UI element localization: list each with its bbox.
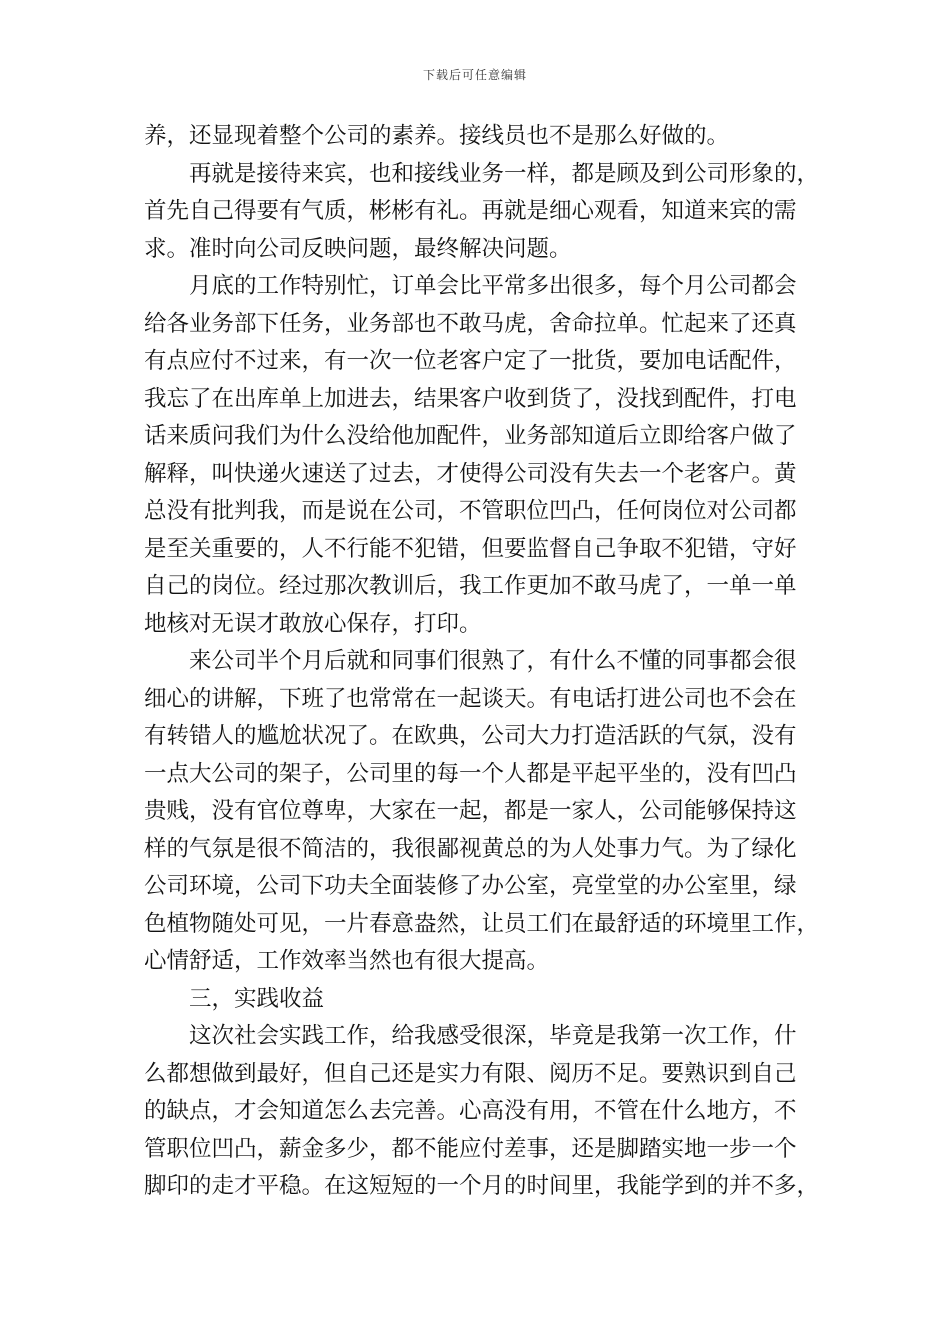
- text-line: 管职位凹凸，薪金多少，都不能应付差事，还是脚踏实地一步一个: [144, 1135, 797, 1162]
- text-line: 话来质问我们为什么没给他加配件，业务部知道后立即给客户做了: [144, 423, 797, 449]
- text-line: 么都想做到最好，但自己还是实力有限、阅历不足。要熟识到自己: [144, 1060, 797, 1087]
- text-line: 总没有批判我，而是说在公司，不管职位凹凸，任何岗位对公司都: [144, 498, 797, 524]
- text-line: 的缺点，才会知道怎么去完善。心高没有用，不管在什么地方，不: [144, 1098, 797, 1124]
- text-line: 脚印的走才平稳。在这短短的一个月的时间里，我能学到的并不多，: [144, 1173, 820, 1199]
- text-line: 求。准时向公司反映问题，最终解决问题。: [144, 235, 572, 262]
- text-line: 来公司半个月后就和同事们很熟了，有什么不懂的同事都会很: [189, 648, 797, 674]
- text-line: 一点大公司的架子，公司里的每一个人都是平起平坐的，没有凹凸: [144, 760, 797, 787]
- text-line: 地核对无误才敢放心保存，打印。: [144, 610, 482, 637]
- text-line: 是至关重要的，人不行能不犯错，但要监督自己争取不犯错，守好: [144, 535, 797, 562]
- text-line: 首先自己得要有气质，彬彬有礼。再就是细心观看，知道来宾的需: [144, 198, 797, 224]
- text-line: 三，实践收益: [189, 985, 325, 1012]
- text-line: 心情舒适，工作效率当然也有很大提高。: [144, 948, 550, 974]
- text-line: 样的气氛是很不简洁的，我很鄙视黄总的为人处事力气。为了绿化: [144, 835, 797, 862]
- text-line: 我忘了在出库单上加进去，结果客户收到货了，没找到配件，打电: [144, 385, 797, 412]
- document-body: [144, 118, 820, 1206]
- text-line: 解释，叫快递火速送了过去，才使得公司没有失去一个老客户。黄: [144, 460, 797, 487]
- text-line: 养，还显现着整个公司的素养。接线员也不是那么好做的。: [144, 123, 730, 149]
- text-line: 有转错人的尴尬状况了。在欧典，公司大力打造活跃的气氛，没有: [144, 723, 797, 749]
- text-line: 给各业务部下任务，业务部也不敢马虎，舍命拉单。忙起来了还真: [144, 310, 797, 337]
- text-line: 有点应付不过来，有一次一位老客户定了一批货，要加电话配件，: [144, 348, 797, 374]
- text-line: 色植物随处可见，一片春意盎然，让员工们在最舒适的环境里工作，: [144, 910, 820, 937]
- text-line: 月底的工作特别忙，订单会比平常多出很多，每个月公司都会: [189, 273, 797, 299]
- text-line: 再就是接待来宾，也和接线业务一样，都是顾及到公司形象的，: [189, 160, 820, 187]
- text-line: 这次社会实践工作，给我感受很深，毕竟是我第一次工作，什: [189, 1023, 797, 1049]
- page-header: 下载后可任意编辑: [422, 68, 527, 82]
- text-line: 公司环境，公司下功夫全面装修了办公室，亮堂堂的办公室里，绿: [144, 873, 797, 899]
- text-line: 细心的讲解，下班了也常常在一起谈天。有电话打进公司也不会在: [144, 685, 797, 712]
- text-line: 贵贱，没有官位尊卑，大家在一起，都是一家人，公司能够保持这: [144, 798, 797, 824]
- text-line: 自己的岗位。经过那次教训后，我工作更加不敢马虎了，一单一单: [144, 573, 797, 599]
